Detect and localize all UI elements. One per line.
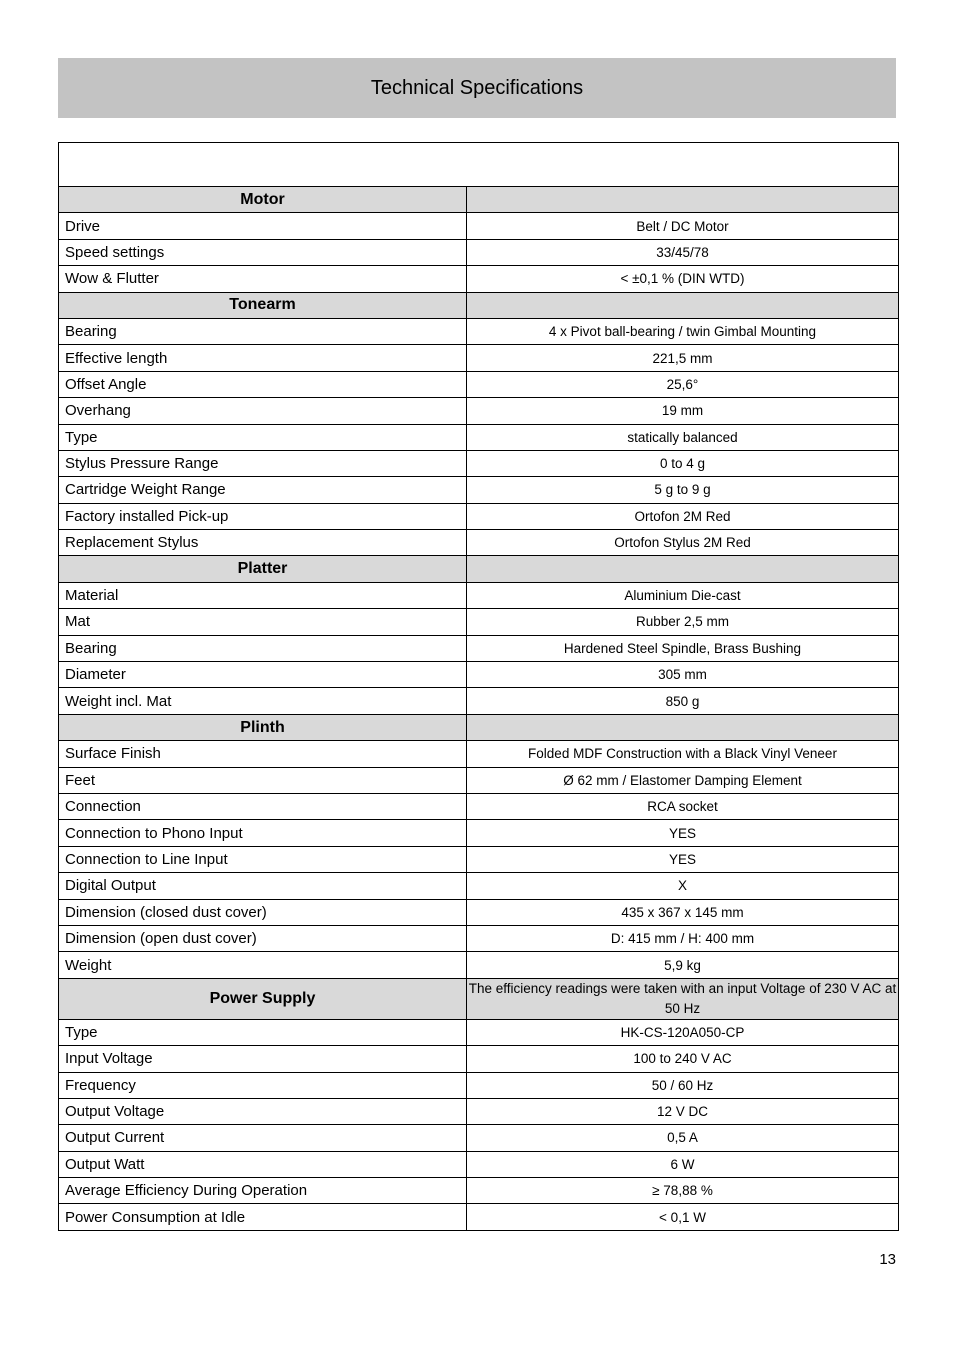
spec-value: D: 415 mm / H: 400 mm (467, 925, 899, 951)
section-header-row (59, 556, 899, 582)
spec-row (59, 1098, 899, 1124)
section-header-row (59, 978, 899, 1019)
spec-value: 0 to 4 g (467, 450, 899, 476)
spec-label: Mat (59, 609, 467, 635)
section-title: Plinth (59, 714, 467, 740)
spec-label: Connection to Phono Input (59, 820, 467, 846)
spec-row (59, 741, 899, 767)
spec-row (59, 767, 899, 793)
spec-row (59, 424, 899, 450)
spec-value: < 0,1 W (467, 1204, 899, 1230)
spec-row (59, 1151, 899, 1177)
spec-row (59, 398, 899, 424)
spec-label: Type (59, 424, 467, 450)
spec-row (59, 1178, 899, 1204)
spec-value: HK-CS-120A050-CP (467, 1019, 899, 1045)
section-header-row (59, 714, 899, 740)
spec-label: Bearing (59, 635, 467, 661)
spec-row (59, 530, 899, 556)
section-header-row (59, 187, 899, 213)
spec-value: 5 g to 9 g (467, 477, 899, 503)
spec-value: Aluminium Die-cast (467, 582, 899, 608)
spec-row (59, 450, 899, 476)
spec-value: YES (467, 820, 899, 846)
spec-value: Ortofon 2M Red (467, 503, 899, 529)
spec-label: Offset Angle (59, 371, 467, 397)
spec-table (58, 142, 899, 1231)
spec-value: 0,5 A (467, 1125, 899, 1151)
spec-value: < ±0,1 % (DIN WTD) (467, 266, 899, 292)
section-note (467, 556, 899, 582)
spec-value: 6 W (467, 1151, 899, 1177)
section-note (467, 187, 899, 213)
spec-value: 25,6° (467, 371, 899, 397)
section-title: Tonearm (59, 292, 467, 318)
spec-value: Ø 62 mm / Elastomer Damping Element (467, 767, 899, 793)
spec-label: Factory installed Pick-up (59, 503, 467, 529)
spec-label: Digital Output (59, 873, 467, 899)
spec-row (59, 609, 899, 635)
spec-row (59, 925, 899, 951)
spec-row (59, 662, 899, 688)
spec-label: Overhang (59, 398, 467, 424)
blank-cell (59, 143, 899, 187)
spec-value: RCA socket (467, 793, 899, 819)
spec-label: Speed settings (59, 239, 467, 265)
spec-row (59, 1072, 899, 1098)
spec-row (59, 1046, 899, 1072)
spec-row (59, 213, 899, 239)
spec-label: Material (59, 582, 467, 608)
spec-label: Input Voltage (59, 1046, 467, 1072)
spec-label: Power Consumption at Idle (59, 1204, 467, 1230)
page-title-bar (58, 58, 896, 118)
spec-label: Output Current (59, 1125, 467, 1151)
spec-value: 100 to 240 V AC (467, 1046, 899, 1072)
spec-value: 850 g (467, 688, 899, 714)
spec-value: ≥ 78,88 % (467, 1178, 899, 1204)
spec-value: 4 x Pivot ball-bearing / twin Gimbal Mounting (467, 318, 899, 344)
spec-label: Drive (59, 213, 467, 239)
spec-label: Stylus Pressure Range (59, 450, 467, 476)
spec-row (59, 503, 899, 529)
spec-label: Type (59, 1019, 467, 1045)
spec-row (59, 899, 899, 925)
spec-label: Connection to Line Input (59, 846, 467, 872)
spec-value: statically balanced (467, 424, 899, 450)
section-title: Power Supply (59, 978, 467, 1019)
section-note (467, 714, 899, 740)
spec-row (59, 1019, 899, 1045)
spec-value: 12 V DC (467, 1098, 899, 1124)
section-note (467, 292, 899, 318)
spec-row (59, 820, 899, 846)
spec-label: Cartridge Weight Range (59, 477, 467, 503)
spec-value: 435 x 367 x 145 mm (467, 899, 899, 925)
spec-label: Average Efficiency During Operation (59, 1178, 467, 1204)
spec-label: Effective length (59, 345, 467, 371)
spec-label: Dimension (open dust cover) (59, 925, 467, 951)
spec-value: 19 mm (467, 398, 899, 424)
spec-row (59, 582, 899, 608)
spec-value: Rubber 2,5 mm (467, 609, 899, 635)
spec-label: Dimension (closed dust cover) (59, 899, 467, 925)
spec-value: Folded MDF Construction with a Black Vinyl Veneer (467, 741, 899, 767)
spec-value: 50 / 60 Hz (467, 1072, 899, 1098)
spec-label: Weight (59, 952, 467, 978)
spec-value: 305 mm (467, 662, 899, 688)
spec-label: Diameter (59, 662, 467, 688)
spec-label: Connection (59, 793, 467, 819)
spec-row (59, 318, 899, 344)
section-title: Motor (59, 187, 467, 213)
spec-value: 33/45/78 (467, 239, 899, 265)
spec-value: Hardened Steel Spindle, Brass Bushing (467, 635, 899, 661)
spec-label: Output Watt (59, 1151, 467, 1177)
spec-row (59, 266, 899, 292)
spec-row (59, 635, 899, 661)
spec-row (59, 1204, 899, 1230)
spec-value: X (467, 873, 899, 899)
section-note: The efficiency readings were taken with an input Voltage of 230 V AC at 50 Hz (467, 978, 899, 1019)
section-title: Platter (59, 556, 467, 582)
spec-row (59, 873, 899, 899)
spec-row (59, 793, 899, 819)
spec-row (59, 1125, 899, 1151)
spec-row (59, 477, 899, 503)
page-number: 13 (879, 1251, 896, 1268)
spec-value: Belt / DC Motor (467, 213, 899, 239)
spec-value: YES (467, 846, 899, 872)
spec-label: Replacement Stylus (59, 530, 467, 556)
spec-label: Bearing (59, 318, 467, 344)
spec-value: 221,5 mm (467, 345, 899, 371)
section-header-row (59, 292, 899, 318)
spec-label: Output Voltage (59, 1098, 467, 1124)
page-title: Technical Specifications (370, 76, 584, 99)
spec-label: Weight incl. Mat (59, 688, 467, 714)
spec-row (59, 371, 899, 397)
spec-label: Feet (59, 767, 467, 793)
spec-label: Wow & Flutter (59, 266, 467, 292)
spec-row (59, 952, 899, 978)
spec-value: Ortofon Stylus 2M Red (467, 530, 899, 556)
spec-label: Surface Finish (59, 741, 467, 767)
spec-row (59, 345, 899, 371)
blank-header-row (59, 143, 899, 187)
spec-value: 5,9 kg (467, 952, 899, 978)
spec-row (59, 239, 899, 265)
spec-row (59, 846, 899, 872)
spec-row (59, 688, 899, 714)
spec-label: Frequency (59, 1072, 467, 1098)
